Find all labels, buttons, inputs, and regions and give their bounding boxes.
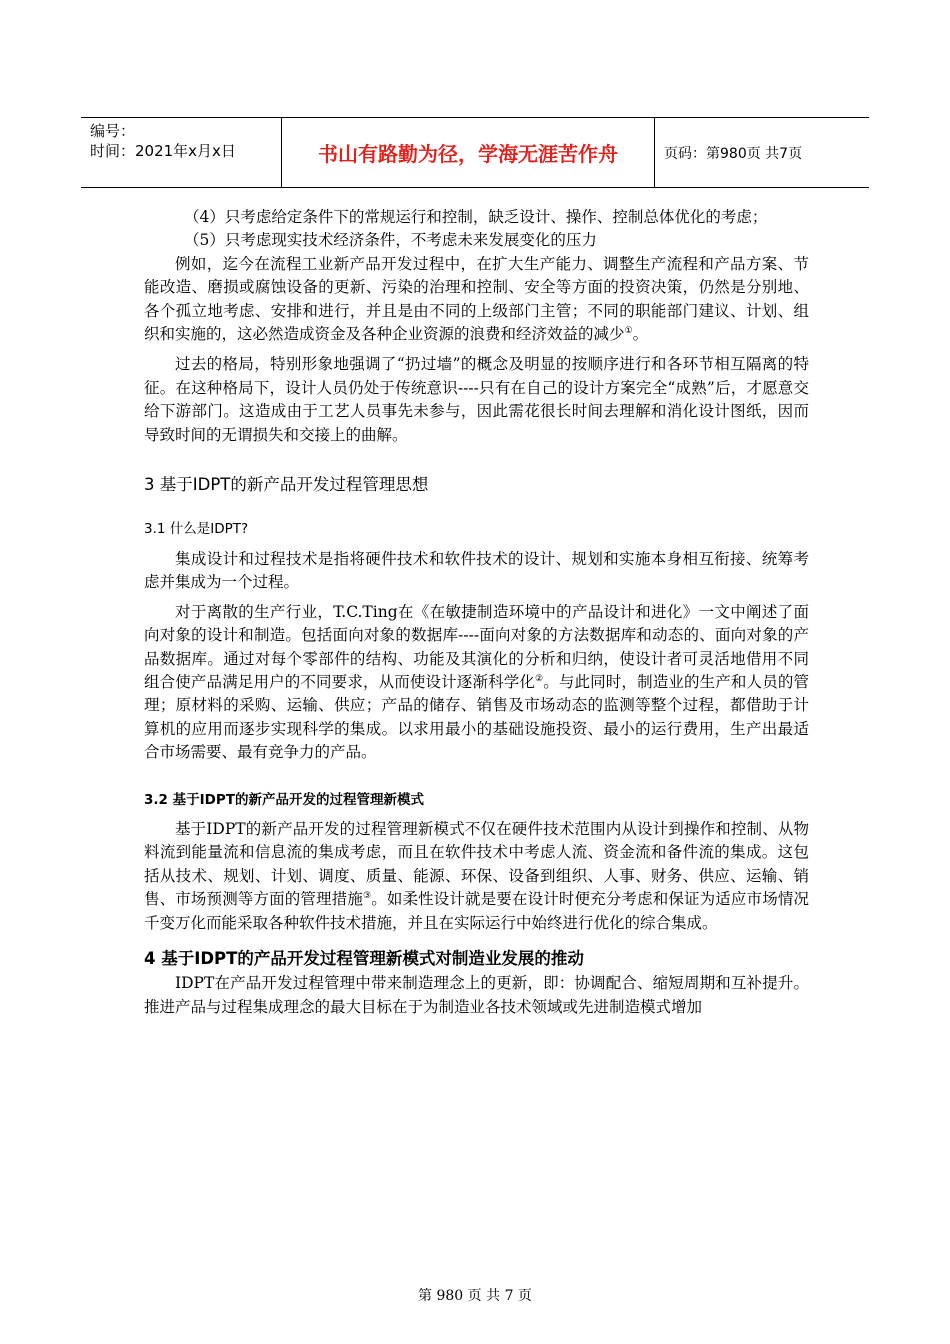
footnote-ref: ②: [535, 673, 544, 684]
header-meta: [81, 118, 281, 187]
paragraph: IDPT在产品开发过程管理中带来制造理念上的更新，即：协调配合、缩短周期和互补提升。推进产品与过程集成理念的最大目标在于为制造业各技术领域或先进制造模式增加: [144, 974, 809, 1016]
page-footer: 第 980 页 共 7 页: [418, 1288, 532, 1304]
paragraph: 过去的格局，特别形象地强调了“扔过墙”的概念及明显的按顺序进行和各环节相互隔离的特征。在这种格局下，设计人员仍处于传统意识----只有在自己的设计方案完全“成熟”后，才愿意交给下游部门。这造成由于工艺人员事先未参与，因此需花很长时间去理解和消化设计图纸，因而导致时间的无谓损失和交接上的曲解。: [144, 355, 809, 444]
list-item-5: （5）只考虑现实技术经济条件，不考虑未来发展变化的压力: [184, 231, 597, 250]
header-motto: 书山有路勤为径，学海无涯苦作舟: [281, 118, 655, 187]
list-item-4: （4）只考虑给定条件下的常规运行和控制，缺乏设计、操作、控制总体优化的考虑；: [184, 208, 768, 226]
document-body: [144, 206, 809, 1019]
number-label: 编号：: [90, 122, 136, 140]
document-header: [81, 117, 869, 188]
footnote-ref: ①: [624, 325, 633, 336]
paragraph: 对于离散的生产行业，T.C.Ting在《在敏捷制造环境中的产品设计和进化》一文中阐述了面向对象的设计和制造。包括面向对象的数据库----面向对象的方法数据库和动态的、面向对象的产品数据库。通过对每个零部件的结构、功能及其演化的分析和归纳，使设计者可灵活地借用不同组合使产品满足用户的不同要求，从而使设计逐渐科学化②。与此同时，制造业的生产和人员的管理；原材料的采购、运输、供应；产品的储存、销售及市场动态的监测等整个过程，都借助于计算机的应用而逐步实现科学的集成。以求用最小的基础设施投资、最小的运行费用，生产出最适合市场需要、最有竞争力的产品。: [144, 602, 809, 762]
header-page-info: 页码：第980页 共7页: [664, 145, 803, 162]
subsection-heading-3-2: 3.2 基于IDPT的新产品开发的过程管理新模式: [144, 791, 424, 808]
paragraph: 例如，迄今在流程工业新产品开发过程中，在扩大生产能力、调整生产流程和产品方案、节能改造、磨损或腐蚀设备的更新、污染的治理和控制、安全等方面的投资决策，仍然是分别地、各个孤立地考虑、安排和进行，并且是由不同的上级部门主管；不同的职能部门建议、计划、组织和实施的，这必然造成资金及各种企业资源的浪费和经济效益的减少①。: [144, 254, 809, 344]
time-label: 时间：2021年x月x日: [90, 142, 236, 160]
footnote-ref: ③: [362, 891, 372, 901]
subsection-heading-3-1: 3.1 什么是IDPT?: [144, 521, 249, 538]
paragraph: 集成设计和过程技术是指将硬件技术和软件技术的设计、规划和实施本身相互衔接、统筹考虑并集成为一个过程。: [144, 549, 809, 592]
paragraph: 基于IDPT的新产品开发的过程管理新模式不仅在硬件技术范围内从设计到操作和控制、从物料流到能量流和信息流的集成考虑，而且在软件技术中考虑人流、资金流和备件流的集成。这包括从技术、规划、计划、调度、质量、能源、环保、设备到组织、人事、财务、供应、运输、销售、市场预测等方面的管理措施③。如柔性设计就是要在设计时便充分考虑和保证为适应市场情况千变万化而能采取各种软件技术措施，并且在实际运行中始终进行优化的综合集成。: [144, 819, 809, 932]
section-heading-4: 4 基于IDPT的产品开发过程管理新模式对制造业发展的推动: [144, 948, 584, 968]
section-heading-3: 3 基于IDPT的新产品开发过程管理思想: [144, 475, 429, 495]
